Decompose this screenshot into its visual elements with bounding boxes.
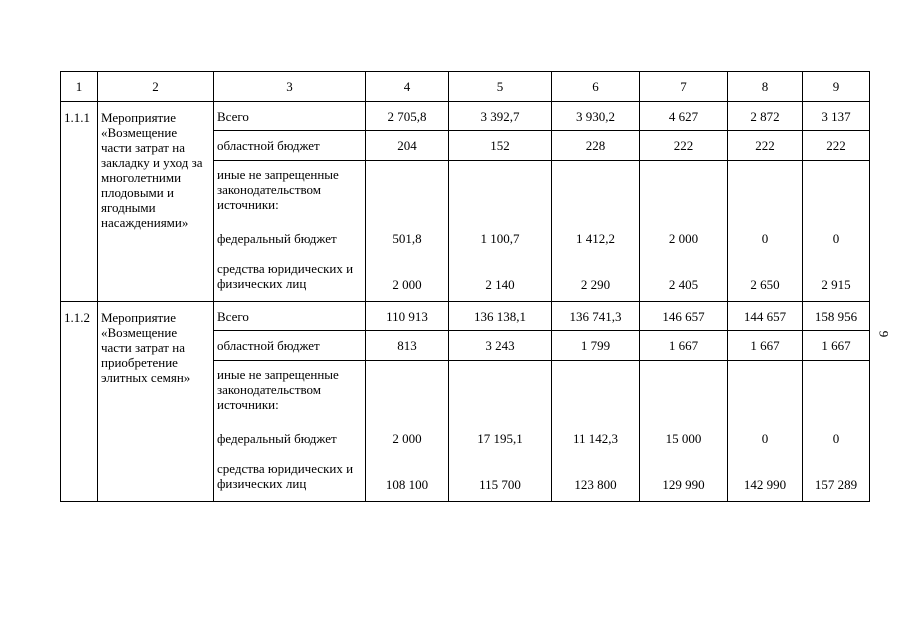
regional-budget-label: областной бюджет [214, 331, 366, 361]
total-value: 2 705,8 [366, 102, 449, 131]
header-cell: 7 [640, 72, 728, 102]
federal-budget-value: 0 [832, 431, 840, 446]
federal-budget-label: федеральный бюджет [217, 431, 337, 446]
legal-entities-value: 2 650 [750, 277, 780, 292]
legal-entities-label: средства юридических и физических лиц [217, 461, 354, 491]
table-row-total [61, 102, 870, 131]
regional-budget-value: 222 [640, 131, 728, 161]
other-sources-values-cell [728, 361, 803, 502]
header-row [61, 72, 870, 102]
budget-table [60, 71, 870, 502]
regional-budget-value: 222 [728, 131, 803, 161]
other-sources-values-cell [366, 361, 449, 502]
regional-budget-value: 204 [366, 131, 449, 161]
total-value: 3 137 [803, 102, 870, 131]
federal-budget-value: 1 412,2 [576, 231, 615, 246]
regional-budget-value: 222 [803, 131, 870, 161]
other-sources-values-cell [552, 161, 640, 302]
regional-budget-value: 228 [552, 131, 640, 161]
total-label: Всего [214, 302, 366, 331]
regional-budget-value: 152 [449, 131, 552, 161]
other-sources-label: иные не запрещенные законодательством источники: [217, 167, 339, 212]
other-sources-values-cell [552, 361, 640, 502]
total-value: 144 657 [728, 302, 803, 331]
total-label: Всего [214, 102, 366, 131]
legal-entities-value: 142 990 [743, 477, 787, 492]
total-value: 158 956 [803, 302, 870, 331]
header-cell: 1 [61, 72, 98, 102]
regional-budget-value: 1 667 [803, 331, 870, 361]
federal-budget-value: 17 195,1 [477, 431, 523, 446]
total-value: 2 872 [728, 102, 803, 131]
other-sources-values-cell [803, 361, 870, 502]
other-sources-values-cell [366, 161, 449, 302]
header-cell: 4 [366, 72, 449, 102]
page-number: 9 [876, 330, 892, 338]
federal-budget-value: 0 [761, 231, 769, 246]
other-sources-values-cell [803, 161, 870, 302]
legal-entities-value: 2 405 [668, 277, 699, 292]
other-sources-cell [214, 361, 366, 502]
other-sources-values-cell [640, 161, 728, 302]
budget-table-container [60, 71, 869, 502]
total-value: 136 138,1 [449, 302, 552, 331]
other-sources-values-cell [449, 361, 552, 502]
regional-budget-value: 813 [366, 331, 449, 361]
regional-budget-value: 1 667 [728, 331, 803, 361]
total-value: 4 627 [640, 102, 728, 131]
federal-budget-value: 15 000 [665, 431, 702, 446]
header-cell: 2 [98, 72, 214, 102]
table-row-total [61, 302, 870, 331]
header-cell: 3 [214, 72, 366, 102]
legal-entities-value: 157 289 [814, 477, 858, 492]
other-sources-cell [214, 161, 366, 302]
legal-entities-value: 2 140 [485, 277, 515, 292]
activity-code: 1.1.2 [61, 302, 98, 502]
legal-entities-label: средства юридических и физических лиц [217, 261, 354, 291]
federal-budget-label: федеральный бюджет [217, 231, 337, 246]
other-sources-label: иные не запрещенные законодательством источники: [217, 367, 339, 412]
regional-budget-value: 1 799 [552, 331, 640, 361]
budget-table-body [61, 72, 870, 502]
other-sources-values-cell [728, 161, 803, 302]
federal-budget-value: 2 000 [392, 431, 422, 446]
total-value: 3 392,7 [449, 102, 552, 131]
activity-name: Мероприятие «Возмещение части затрат на приобретение элитных семян» [98, 302, 214, 502]
legal-entities-value: 2 915 [821, 277, 851, 292]
total-value: 3 930,2 [552, 102, 640, 131]
regional-budget-label: областной бюджет [214, 131, 366, 161]
legal-entities-value: 108 100 [385, 477, 429, 492]
header-cell: 5 [449, 72, 552, 102]
federal-budget-value: 501,8 [392, 231, 422, 246]
activity-name: Мероприятие «Возмещение части затрат на закладку и уход за многолетними плодовыми и ягодными насаждениями» [98, 102, 214, 302]
federal-budget-value: 11 142,3 [572, 431, 619, 446]
regional-budget-value: 1 667 [640, 331, 728, 361]
activity-code: 1.1.1 [61, 102, 98, 302]
header-cell: 6 [552, 72, 640, 102]
other-sources-values-cell [640, 361, 728, 502]
legal-entities-value: 123 800 [574, 477, 617, 492]
legal-entities-value: 2 000 [392, 277, 422, 292]
header-cell: 9 [803, 72, 870, 102]
federal-budget-value: 0 [832, 231, 840, 246]
other-sources-values-cell [449, 161, 552, 302]
total-value: 136 741,3 [552, 302, 640, 331]
legal-entities-value: 2 290 [580, 277, 611, 292]
federal-budget-value: 1 100,7 [480, 231, 520, 246]
legal-entities-value: 129 990 [662, 477, 705, 492]
federal-budget-value: 0 [761, 431, 769, 446]
total-value: 110 913 [366, 302, 449, 331]
legal-entities-value: 115 700 [479, 477, 521, 492]
total-value: 146 657 [640, 302, 728, 331]
regional-budget-value: 3 243 [449, 331, 552, 361]
header-cell: 8 [728, 72, 803, 102]
federal-budget-value: 2 000 [668, 231, 699, 246]
